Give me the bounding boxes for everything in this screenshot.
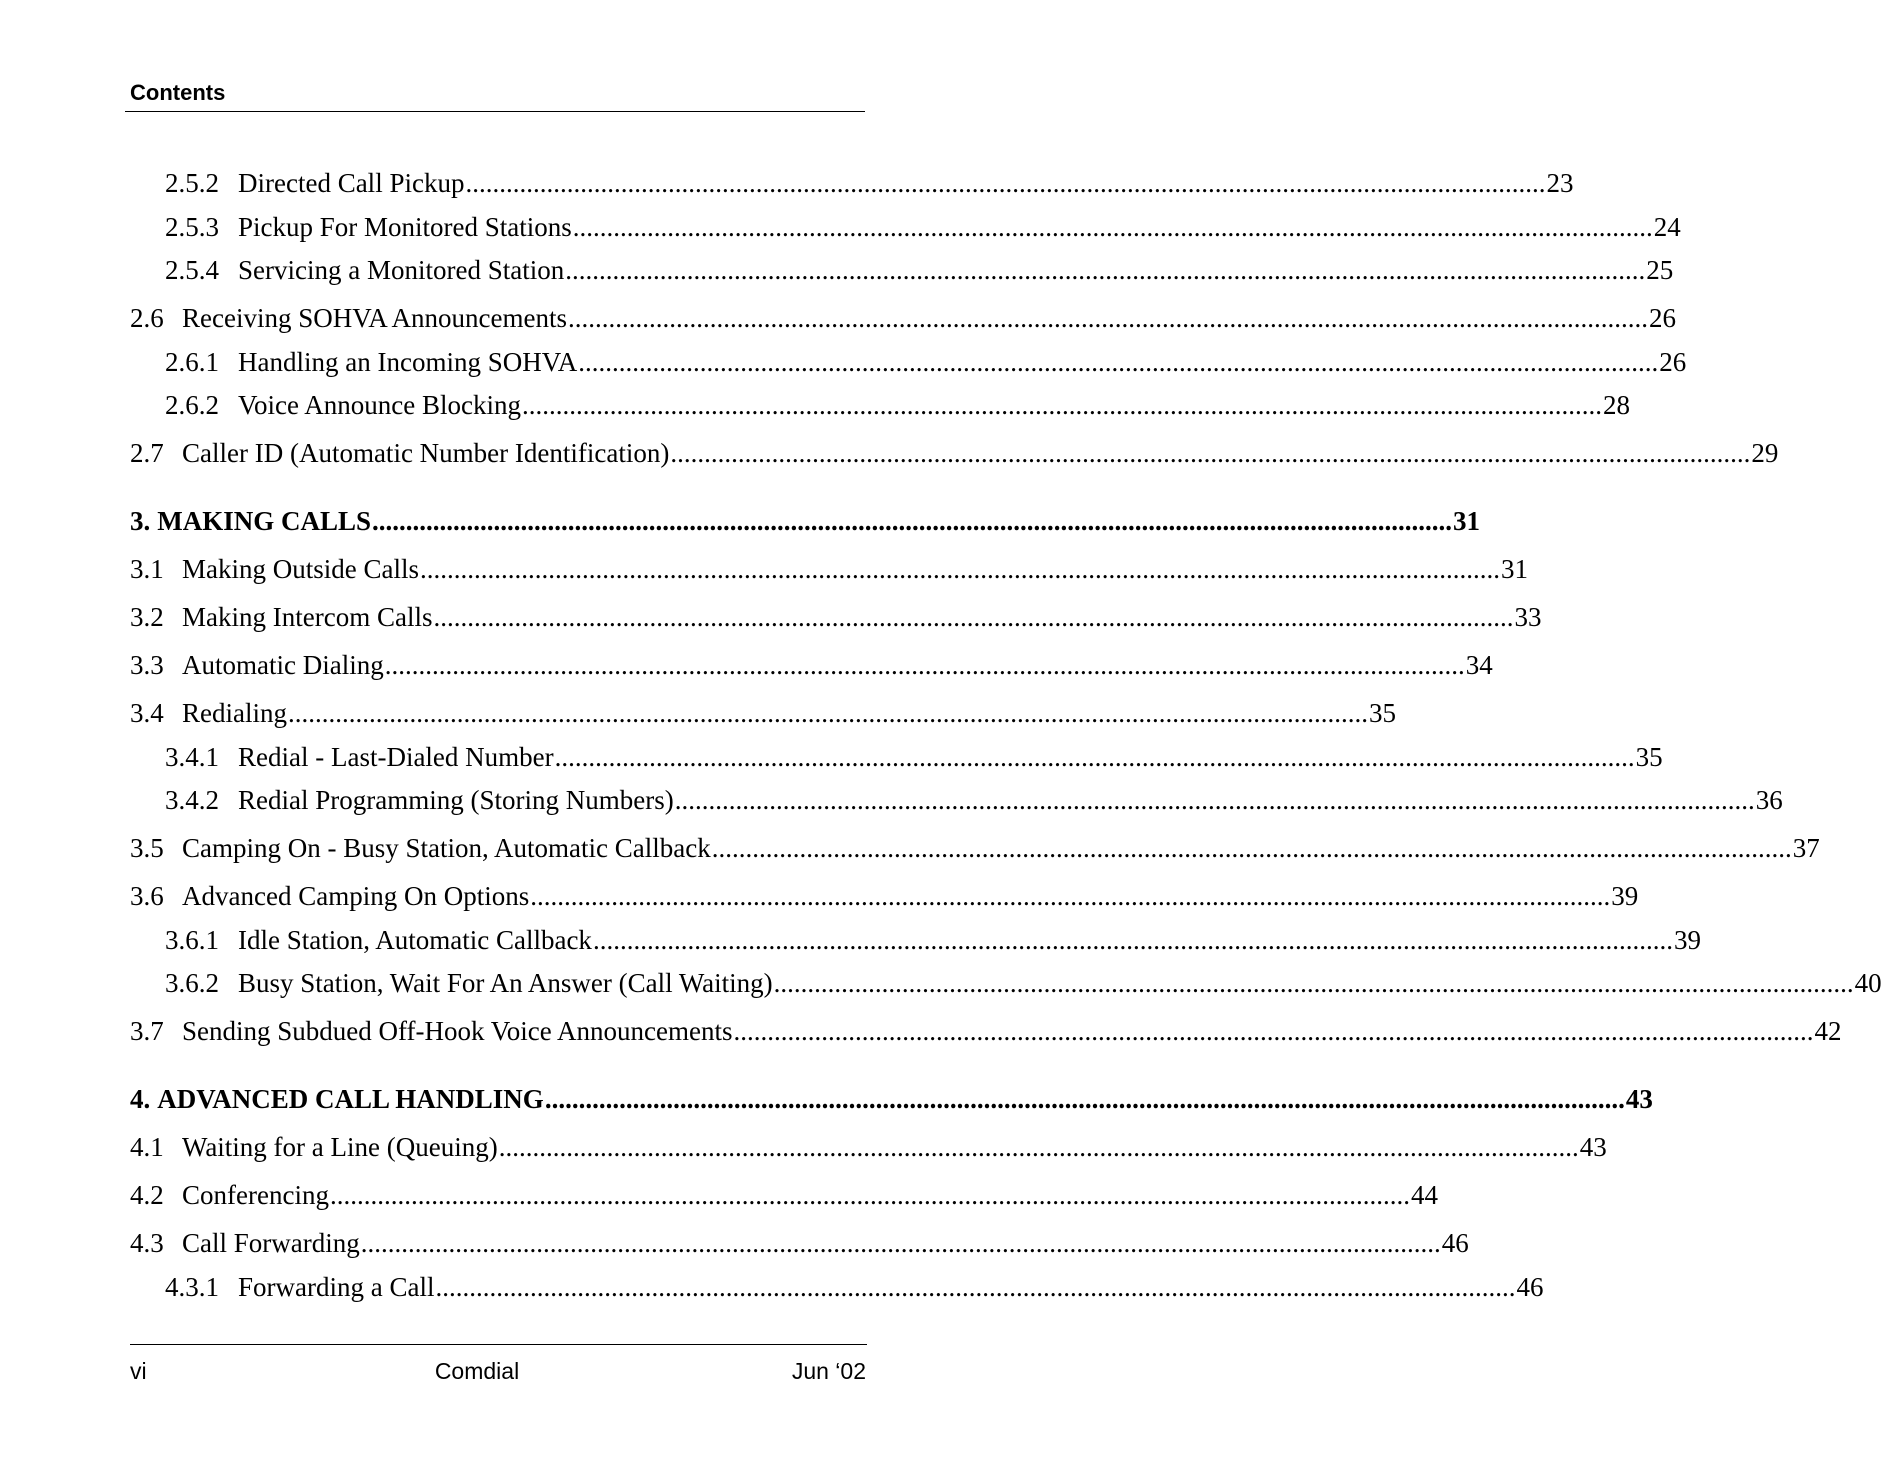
toc-entry[interactable] [130, 1014, 1842, 1048]
toc-entry-page: 37 [1792, 833, 1820, 863]
toc-entry-title: Idle Station, Automatic Callback [238, 925, 592, 955]
toc-entry-title: Forwarding a Call [238, 1272, 435, 1302]
toc-entry-page: 24 [1653, 212, 1681, 242]
toc-entry-number: 3.6 [130, 881, 164, 911]
dot-leader [530, 879, 1610, 913]
toc-entry-page: 39 [1673, 925, 1701, 955]
toc-entry-title: Busy Station, Wait For An Answer (Call Waiting) [238, 968, 773, 998]
toc-entry[interactable] [130, 552, 1528, 586]
toc-entry-title: Directed Call Pickup [238, 168, 465, 198]
toc-entry[interactable] [130, 1226, 1469, 1260]
toc-entry[interactable] [165, 253, 1674, 287]
toc-entry[interactable] [165, 966, 1882, 1000]
toc-entry-page: 35 [1635, 742, 1663, 772]
toc-entry-page: 43 [1625, 1084, 1653, 1114]
toc-entry-page: 36 [1755, 785, 1783, 815]
toc-entry[interactable] [130, 436, 1779, 470]
toc-entry[interactable] [165, 923, 1701, 957]
toc-entry-page: 44 [1410, 1180, 1438, 1210]
dot-leader [288, 696, 1368, 730]
toc-entry-number: 2.6 [130, 303, 164, 333]
dot-leader [420, 552, 1500, 586]
toc-entry-number: 3.5 [130, 833, 164, 863]
dot-leader [361, 1226, 1441, 1260]
toc-entry-number: 4.3 [130, 1228, 164, 1258]
toc-entry-title: Automatic Dialing [182, 650, 384, 680]
toc-entry[interactable] [165, 1270, 1544, 1304]
toc-entry-number: 3.2 [130, 602, 164, 632]
dot-leader [545, 1082, 1625, 1116]
toc-entry-title: MAKING CALLS [157, 506, 372, 536]
toc-entry-number: 3.4 [130, 698, 164, 728]
toc-entry-title: Call Forwarding [182, 1228, 360, 1258]
toc-entry-title: Sending Subdued Off-Hook Voice Announcements [182, 1016, 733, 1046]
dot-leader [435, 1270, 1515, 1304]
toc-entry[interactable] [130, 879, 1639, 913]
toc-entry[interactable] [130, 301, 1676, 335]
toc-entry-title: Making Intercom Calls [182, 602, 433, 632]
dot-leader [385, 648, 1465, 682]
toc-entry-title: Camping On - Busy Station, Automatic Callback [182, 833, 711, 863]
toc-entry-title: Handling an Incoming SOHVA [238, 347, 578, 377]
footer-divider [130, 1344, 867, 1345]
toc-entry[interactable] [165, 783, 1783, 817]
toc-entry-page: 31 [1501, 554, 1528, 584]
toc-entry-title: Conferencing [182, 1180, 329, 1210]
toc-entry-page: 40 [1854, 968, 1882, 998]
toc-entry-page: 35 [1368, 698, 1396, 728]
toc-entry[interactable] [130, 1130, 1607, 1164]
toc-entry-page: 46 [1516, 1272, 1544, 1302]
dot-leader [675, 783, 1755, 817]
toc-entry[interactable] [130, 831, 1820, 865]
toc-entry-number: 3.6.1 [165, 925, 219, 955]
toc-entry-page: 42 [1814, 1016, 1842, 1046]
dot-leader [733, 1014, 1813, 1048]
toc-entry-title: Redial Programming (Storing Numbers) [238, 785, 674, 815]
toc-entry-title: Voice Announce Blocking [238, 390, 521, 420]
toc-entry-number: 3.4.2 [165, 785, 219, 815]
footer-page-number: vi [130, 1358, 147, 1384]
toc-entry-title: Pickup For Monitored Stations [238, 212, 572, 242]
dot-leader [433, 600, 1513, 634]
toc-entry-page: 26 [1648, 303, 1676, 333]
toc-entry-title: Making Outside Calls [182, 554, 419, 584]
toc-entry[interactable] [165, 388, 1630, 422]
dot-leader [568, 301, 1648, 335]
toc-entry-title: Servicing a Monitored Station [238, 255, 565, 285]
toc-entry[interactable] [130, 1082, 1653, 1116]
toc-entry-title: ADVANCED CALL HANDLING [157, 1084, 544, 1114]
toc-entry[interactable] [130, 648, 1493, 682]
dot-leader [670, 436, 1750, 470]
toc-entry-page: 23 [1546, 168, 1574, 198]
toc-entry-number: 3.4.1 [165, 742, 219, 772]
toc-entry[interactable] [130, 696, 1396, 730]
toc-entry[interactable] [165, 166, 1574, 200]
dot-leader [593, 923, 1673, 957]
toc-entry-number: 4. [130, 1084, 151, 1114]
dot-leader [565, 253, 1645, 287]
toc-entry-page: 28 [1602, 390, 1630, 420]
toc-entry-number: 4.1 [130, 1132, 164, 1162]
toc-entry-number: 2.5.4 [165, 255, 219, 285]
toc-entry[interactable] [130, 600, 1542, 634]
dot-leader [522, 388, 1602, 422]
toc-entry[interactable] [130, 504, 1481, 538]
toc-entry-number: 3.1 [130, 554, 164, 584]
footer-publisher: Comdial [434, 1358, 520, 1384]
toc-entry[interactable] [165, 345, 1687, 379]
dot-leader [465, 166, 1545, 200]
toc-entry-number: 2.6.2 [165, 390, 219, 420]
dot-leader [555, 740, 1635, 774]
toc-entry-number: 4.2 [130, 1180, 164, 1210]
toc-entry-number: 4.3.1 [165, 1272, 219, 1302]
toc-entry-page: 46 [1441, 1228, 1469, 1258]
toc-entry-number: 3.3 [130, 650, 164, 680]
toc-entry-title: Redial - Last-Dialed Number [238, 742, 554, 772]
toc-entry-page: 34 [1465, 650, 1493, 680]
toc-entry-page: 26 [1659, 347, 1687, 377]
toc-entry[interactable] [130, 1178, 1438, 1212]
toc-entry-title: Redialing [182, 698, 287, 728]
toc-entry[interactable] [165, 740, 1663, 774]
toc-entry-page: 43 [1579, 1132, 1607, 1162]
dot-leader [578, 345, 1658, 379]
toc-entry-page: 39 [1611, 881, 1639, 911]
toc-entry-page: 33 [1514, 602, 1542, 632]
toc-entry-title: Waiting for a Line (Queuing) [182, 1132, 498, 1162]
toc-entry[interactable] [165, 210, 1681, 244]
dot-leader [774, 966, 1854, 1000]
footer-date: Jun ‘02 [791, 1358, 866, 1384]
dot-leader [499, 1130, 1579, 1164]
toc-entry-number: 2.5.2 [165, 168, 219, 198]
toc-entry-title: Advanced Camping On Options [182, 881, 530, 911]
dot-leader [330, 1178, 1410, 1212]
toc-entry-page: 25 [1646, 255, 1674, 285]
toc-entry-title: Caller ID (Automatic Number Identification) [182, 438, 670, 468]
toc-entry-number: 2.6.1 [165, 347, 219, 377]
dot-leader [712, 831, 1792, 865]
toc-entry-page: 31 [1453, 506, 1481, 536]
toc-entry-number: 2.7 [130, 438, 164, 468]
page-header-title: Contents [130, 80, 226, 105]
dot-leader [372, 504, 1452, 538]
toc-entry-title: Receiving SOHVA Announcements [182, 303, 567, 333]
dot-leader [573, 210, 1653, 244]
toc-entry-number: 2.5.3 [165, 212, 219, 242]
toc-entry-page: 29 [1751, 438, 1779, 468]
toc-entry-number: 3. [130, 506, 151, 536]
toc-entry-number: 3.6.2 [165, 968, 219, 998]
toc-entry-number: 3.7 [130, 1016, 164, 1046]
